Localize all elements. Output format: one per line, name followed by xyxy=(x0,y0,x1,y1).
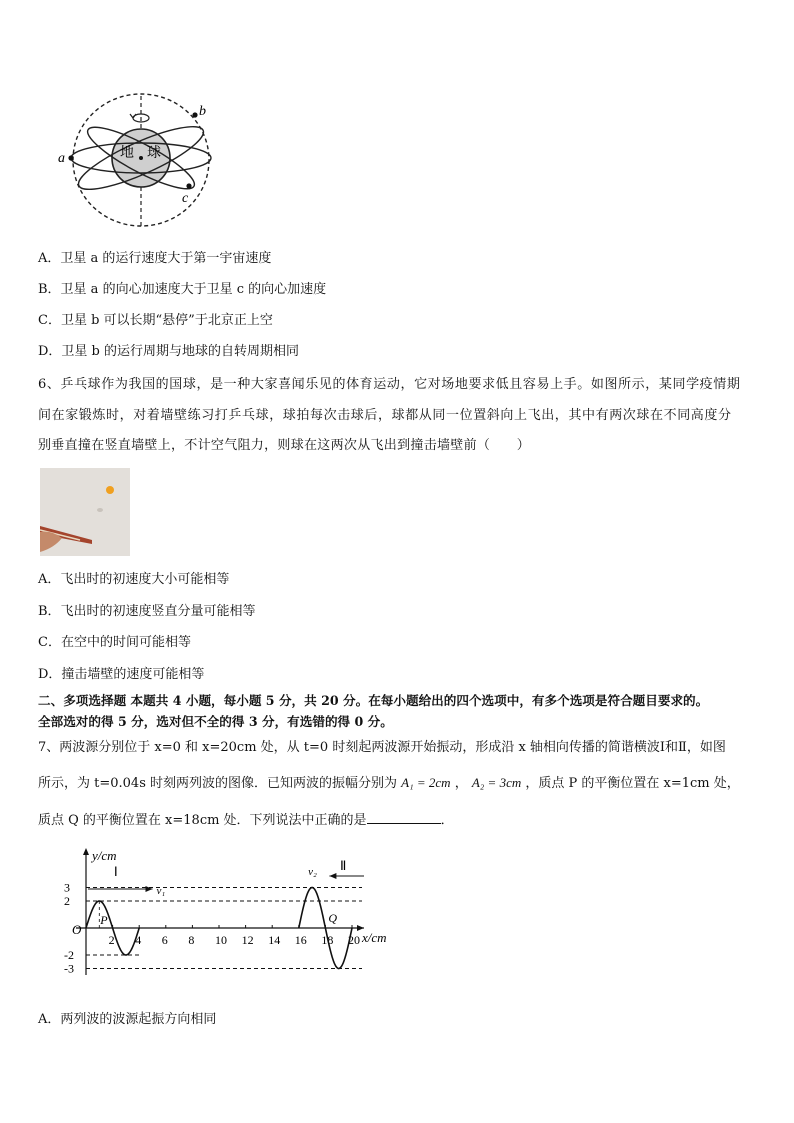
earth-char-1: 地 xyxy=(120,146,134,161)
ping-pong-ball xyxy=(106,486,114,494)
x-tick-label: 6 xyxy=(161,933,168,947)
q5-option-d: D．卫星 b 的运行周期与地球的自转周期相同 xyxy=(38,344,300,359)
point-Q-label: Q xyxy=(328,911,338,925)
wave-chart xyxy=(44,842,389,992)
q7-line3-end: ． xyxy=(440,813,454,828)
q6-option-d: D．撞击墙壁的速度可能相等 xyxy=(38,667,205,682)
q5-option-b: B．卫星 a 的向心加速度大于卫星 c 的向心加速度 xyxy=(38,282,327,297)
q7-stem-line-3 xyxy=(38,811,454,829)
q5-option-c: C．卫星 b 可以长期“悬停”于北京正上空 xyxy=(38,313,273,328)
x-tick-label: 8 xyxy=(188,933,195,947)
wave-I-label: Ⅰ xyxy=(113,864,118,879)
q6-stem-line-2: 间在家锻炼时，对着墙壁练习打乒乓球，球拍每次击球后，球都从同一位置斜向上飞出，其中有两次球在不同高度分 xyxy=(38,408,732,423)
v1-label: v₁ xyxy=(156,885,166,897)
satellite-b xyxy=(192,112,197,117)
q7-stem-line-1: 7、两波源分别位于 x=0 和 x=20cm 处，从 t=0 时刻起两波源开始振动，形成沿 x 轴相向传播的简谐横波Ⅰ和Ⅱ，如图 xyxy=(38,740,726,755)
v2-arrowhead xyxy=(329,873,336,879)
x-tick-label: 14 xyxy=(268,933,281,947)
y-axis-arrow xyxy=(83,848,89,855)
label-c: c xyxy=(182,191,189,206)
q6-stem-line-1: 6、乒乓球作为我国的国球，是一种大家喜闻乐见的体育运动，它对场地要求低且容易上手。如图所示，某同学疫情期 xyxy=(38,377,741,392)
q7-line2-post: ，质点 P 的平衡位置在 x=1cm 处， xyxy=(525,776,740,791)
x-tick-label: 20 xyxy=(348,933,360,947)
y-tick-label: 2 xyxy=(64,894,70,908)
x-axis-label: x/cm xyxy=(362,930,387,945)
q6-stem-line-3: 别垂直撞在竖直墙壁上，不计空气阻力，则球在这两次从飞出到撞击墙壁前（ ） xyxy=(38,438,531,453)
q7-stem-line-2 xyxy=(38,775,740,792)
q5-option-a: A．卫星 a 的运行速度大于第一宇宙速度 xyxy=(38,251,272,266)
x-tick-label: 10 xyxy=(215,933,227,947)
v2-label: v₂ xyxy=(308,866,317,878)
v1-arrowhead xyxy=(146,886,153,892)
rotation-arrowhead xyxy=(130,114,136,118)
x-tick-label: 12 xyxy=(241,933,254,947)
label-b: b xyxy=(199,104,206,119)
origin-label: O xyxy=(72,922,82,937)
point-P-label: P xyxy=(100,913,108,927)
x-tick-label: 4 xyxy=(135,933,142,947)
y-tick-label: 3 xyxy=(64,880,70,895)
q7-line2-pre: 所示，为 t=0.04s 时刻两列波的图像．已知两波的振幅分别为 xyxy=(38,776,397,791)
q7-amplitude-a2: A₂ = 3cm xyxy=(471,775,522,790)
q6-option-c: C．在空中的时间可能相等 xyxy=(38,635,191,650)
satellite-c xyxy=(186,183,191,188)
x-tick-label: 2 xyxy=(108,933,115,947)
section2-line-1: 二、多项选择题 本题共 4 小题，每小题 5 分，共 20 分。在每小题给出的四个选项中，有多个选项是符合题目要求的。 xyxy=(38,693,709,708)
y-axis-label: y/cm xyxy=(92,848,117,863)
y-tick-label: -2 xyxy=(64,948,74,962)
answer-blank xyxy=(367,811,441,824)
q6-option-b: B．飞出时的初速度竖直分量可能相等 xyxy=(38,604,256,619)
satellite-orbit-diagram xyxy=(54,88,224,230)
q6-option-a: A．飞出时的初速度大小可能相等 xyxy=(38,572,230,587)
wave-II-label: Ⅱ xyxy=(340,858,347,873)
label-a: a xyxy=(58,151,65,166)
q7-option-a: A．两列波的波源起振方向相同 xyxy=(38,1012,217,1027)
x-tick-label: 16 xyxy=(294,933,307,947)
q7-line3-text: 质点 Q 的平衡位置在 x=18cm 处．下列说法中正确的是 xyxy=(38,813,367,828)
satellite-a xyxy=(68,155,73,160)
ping-pong-photo xyxy=(40,468,130,556)
section2-line-2: 全部选对的得 5 分，选对但不全的得 3 分，有选错的得 0 分。 xyxy=(38,714,393,729)
y-tick-label: -3 xyxy=(64,961,74,976)
earth-char-2: 球 xyxy=(147,146,161,161)
earth-center xyxy=(139,156,143,160)
q7-separator: ， xyxy=(454,776,468,791)
x-tick-label: 18 xyxy=(321,933,334,947)
q7-amplitude-a1: A₁ = 2cm xyxy=(401,775,451,790)
